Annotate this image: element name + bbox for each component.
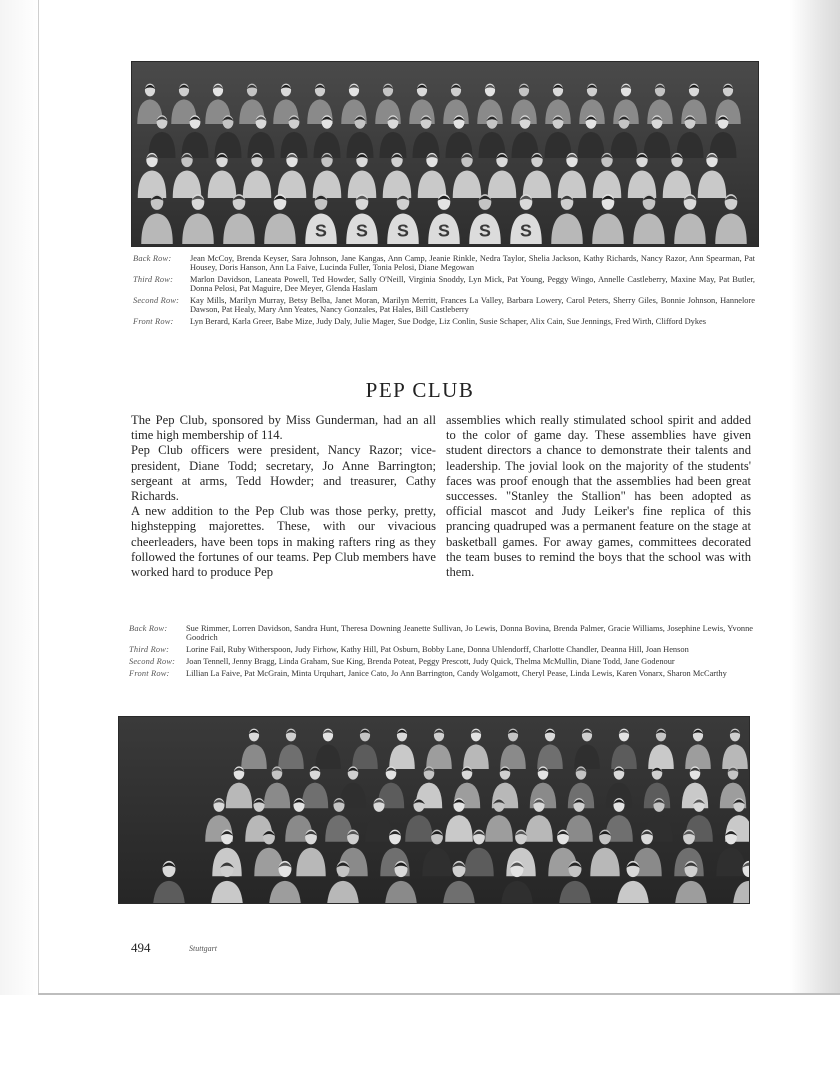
sweater-letter: S [315, 220, 327, 241]
page-bottom-edge [38, 993, 840, 995]
top-photo-caption [133, 254, 755, 329]
book-name: Stuttgart [189, 944, 218, 953]
page-right-edge-shadow [790, 0, 840, 995]
group-photo-illustration [132, 62, 758, 246]
bottom-photo-caption [129, 624, 753, 681]
sweater-letter: S [520, 220, 532, 241]
pep-club-group-photo-top [131, 61, 759, 247]
row-label: Third Row: [133, 275, 174, 284]
caption-row-third [129, 645, 753, 654]
caption-row-front [133, 317, 755, 326]
sweater-letter: S [479, 220, 491, 241]
pep-club-group-photo-bottom [118, 716, 750, 904]
caption-row-front [129, 669, 753, 678]
row-names: Lyn Berard, Karla Greer, Babe Mize, Judy Daly, Julie Mager, Sue Dodge, Liz Conlin, Susie Schaper, Alix Cain, Sue Jennings, Fred Wirth, Clifford Dykes [190, 317, 707, 326]
paragraph-sponsor: The Pep Club, sponsored by Miss Gunderman, had an all time high membership of 114. [131, 413, 436, 443]
row-names: Joan Tennell, Jenny Bragg, Linda Graham, Sue King, Brenda Poteat, Peggy Prescott, Judy Quick, Thelma McMullin, Diane Todd, Jane Godenour [186, 657, 675, 666]
body-text-right-column [446, 413, 751, 580]
paragraph-assemblies: assemblies which really stimulated school spirit and added to the color of game day. These assemblies have given student directors a chance to demonstrate their talents and leadership. The jovial look on the majority of the students' faces was proof enough that the assemblies had been great successes. "Stanley the Stallion" has been adopted as official mascot and Judy Leiker's fine replica of this prancing quadruped was a permanent feature on the stage at basketball games. For away games, committees decorated the team buses to remind the boys that the school was with them. [446, 413, 751, 580]
sweater-letter: S [438, 220, 450, 241]
row-names: Lillian La Faive, Pat McGrain, Minta Urquhart, Janice Cato, Jo Ann Barrington, Candy Wolgamott, Cheryl Pease, Linda Lewis, Karen Vonarx, Sharon McCarthy [186, 669, 727, 678]
body-text-left-column [131, 413, 436, 580]
caption-row-back [133, 254, 755, 272]
row-names: Lorine Fail, Ruby Witherspoon, Judy Firhow, Kathy Hill, Pat Osburn, Bobby Lane, Donna Uhlendorff, Charlotte Chandler, Deanna Hill, Joan Henson [186, 645, 689, 654]
row-names: Jean McCoy, Brenda Keyser, Sara Johnson, Jane Kangas, Ann Camp, Jeanie Rinkle, Nedra Taylor, Shelia Jackson, Kathy Richards, Nancy Razor, Ann Spearman, Pat Housey, Doris Hanson, Ann La Faive, Lucinda Fuller, Tonia Pelosi, Diane Megowan [190, 254, 755, 272]
caption-row-second [133, 296, 755, 314]
page-number: 494 [131, 940, 151, 955]
paragraph-officers: Pep Club officers were president, Nancy Razor; vice-president, Diane Todd; secretary, Jo Anne Barrington; sergeant at arms, Tedd Howder; and treasurer, Cathy Richards. [131, 443, 436, 504]
row-label: Back Row: [129, 624, 168, 633]
group-photo-illustration [119, 717, 749, 903]
row-label: Back Row: [133, 254, 172, 263]
row-names: Marlon Davidson, Laneata Powell, Ted Howder, Sally O'Neill, Virginia Snoddy, Lyn Mick, Pat Young, Peggy Wingo, Annelle Castleberry, Maxine May, Pat Butler, Donna Pelosi, Pat Maguire, Dee Meyer, Glenda Haslam [190, 275, 755, 293]
sweater-letter: S [356, 220, 368, 241]
section-title: PEP CLUB [365, 378, 475, 402]
paragraph-majorettes: A new addition to the Pep Club was those perky, pretty, highstepping majorettes. These, with our vivacious cheerleaders, have been tops in making rafters ring as they followed the fortunes of our teams. Pep Club members have worked hard to produce Pep [131, 504, 436, 580]
row-label: Front Row: [133, 317, 174, 326]
caption-row-third [133, 275, 755, 293]
row-names: Sue Rimmer, Lorren Davidson, Sandra Hunt, Theresa Downing Jeanette Sullivan, Jo Lewis, Donna Bovina, Brenda Palmer, Gracie Williams, Josephine Lewis, Yvonne Goodrich [186, 624, 753, 642]
row-label: Second Row: [129, 657, 176, 666]
row-label: Third Row: [129, 645, 170, 654]
caption-row-second [129, 657, 753, 666]
row-names: Kay Mills, Marilyn Murray, Betsy Belba, Janet Moran, Marilyn Merritt, Frances La Valley, Barbara Lowery, Carol Peters, Sherry Giles, Bonnie Johnson, Hannelore Dawson, Pat Healy, Mary Ann Yeates, Nancy Gonzales, Pat Hales, Bill Castleberry [190, 296, 755, 314]
row-label: Second Row: [133, 296, 180, 305]
row-label: Front Row: [129, 669, 170, 678]
caption-row-back [129, 624, 753, 642]
sweater-letter: S [397, 220, 409, 241]
page-left-edge [0, 0, 39, 995]
